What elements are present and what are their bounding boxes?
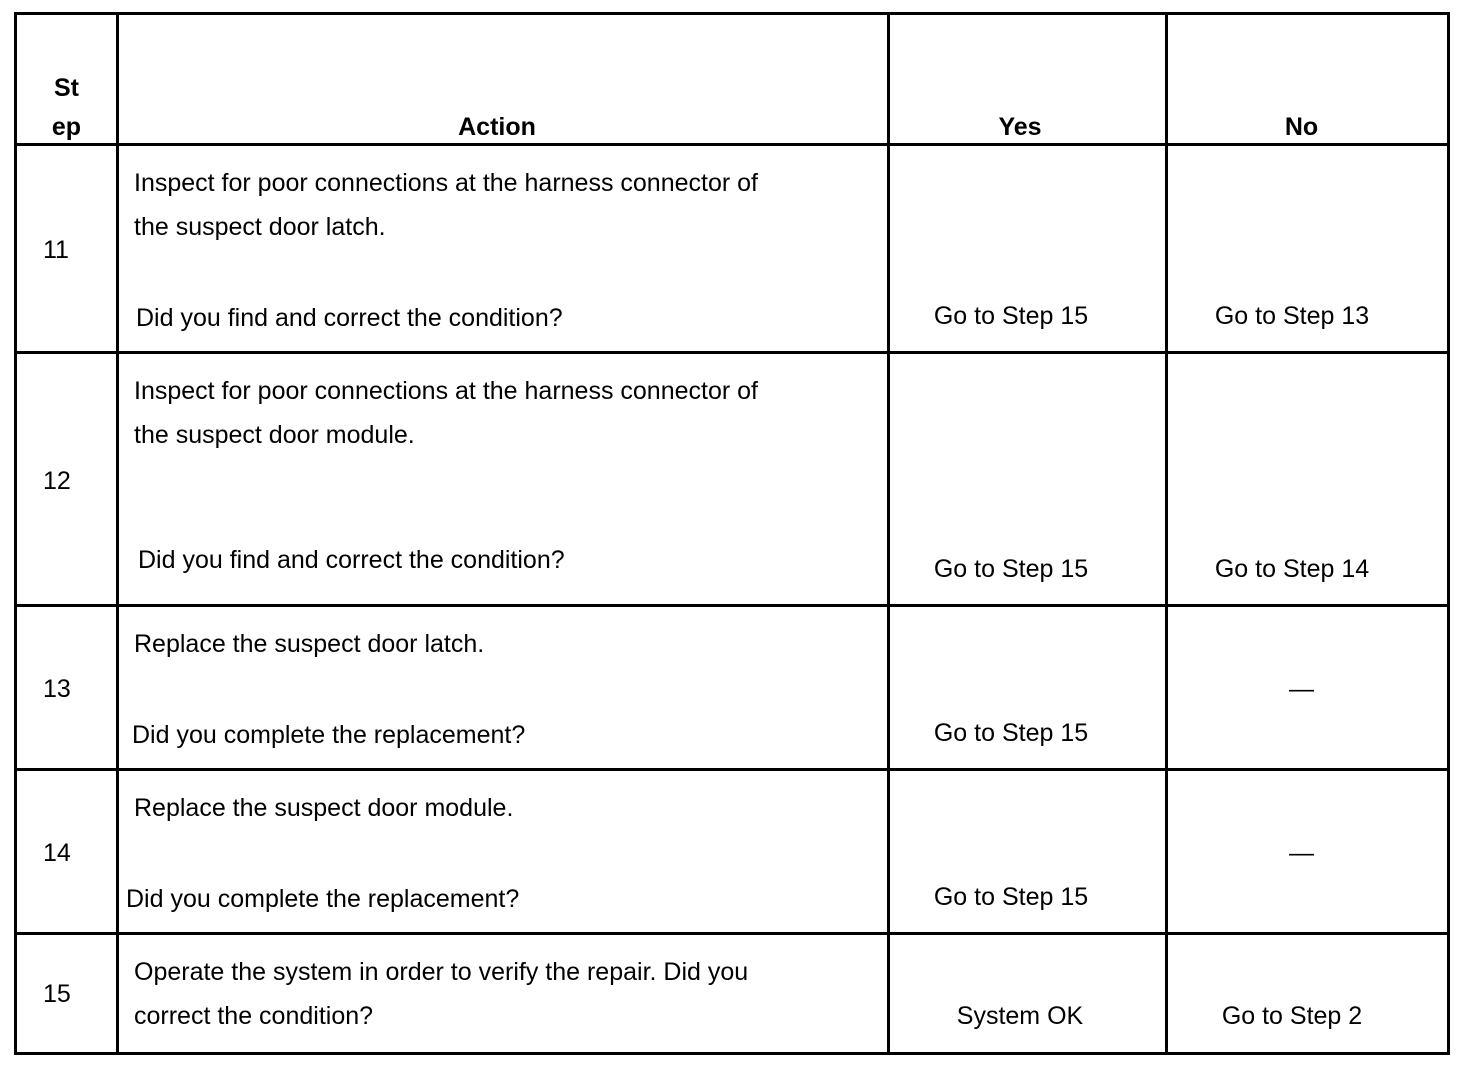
yes-result: Go to Step 15 — [933, 719, 1089, 747]
action-text: Operate the system in order to verify the repair. Did you — [134, 958, 749, 986]
action-text: the suspect door module. — [134, 421, 415, 449]
action-text: the suspect door latch. — [134, 213, 386, 241]
step-number: 15 — [43, 980, 71, 1008]
action-text: Inspect for poor connections at the harness connector of — [134, 169, 758, 197]
step-number: 14 — [43, 839, 71, 867]
action-text: Replace the suspect door module. — [134, 794, 514, 822]
action-text: Replace the suspect door latch. — [134, 630, 485, 658]
row-divider — [14, 351, 1450, 354]
header-no: No — [1284, 113, 1319, 141]
yes-result: System OK — [956, 1002, 1084, 1030]
table-border-bottom — [14, 1052, 1450, 1055]
row-divider — [14, 768, 1450, 771]
action-question: Did you find and correct the condition? — [138, 546, 565, 574]
yes-result: Go to Step 15 — [933, 555, 1089, 583]
column-divider-step-action — [116, 12, 119, 1055]
row-divider — [14, 604, 1450, 607]
step-number: 12 — [43, 467, 71, 495]
action-text: correct the condition? — [134, 1002, 374, 1030]
action-question: Did you complete the replacement? — [126, 885, 520, 913]
no-result: — — [1289, 675, 1314, 703]
table-border-top — [14, 12, 1450, 15]
no-result: Go to Step 2 — [1221, 1002, 1363, 1030]
step-number: 11 — [43, 236, 69, 264]
yes-result: Go to Step 15 — [933, 883, 1089, 911]
no-result: — — [1289, 839, 1314, 867]
table-border-right — [1447, 12, 1450, 1055]
step-number: 13 — [43, 675, 71, 703]
header-yes: Yes — [998, 113, 1042, 141]
header-step-line2: ep — [51, 113, 82, 141]
row-divider — [14, 932, 1450, 935]
action-text: Inspect for poor connections at the harness connector of — [134, 377, 758, 405]
yes-result: Go to Step 15 — [933, 302, 1089, 330]
header-action: Action — [458, 113, 536, 141]
no-result: Go to Step 14 — [1214, 555, 1370, 583]
table-border-left — [14, 12, 17, 1055]
column-divider-yes-no — [1165, 12, 1168, 1055]
action-question: Did you find and correct the condition? — [136, 304, 563, 332]
action-question: Did you complete the replacement? — [132, 721, 526, 749]
header-step-line1: St — [54, 74, 79, 102]
no-result: Go to Step 13 — [1214, 302, 1370, 330]
